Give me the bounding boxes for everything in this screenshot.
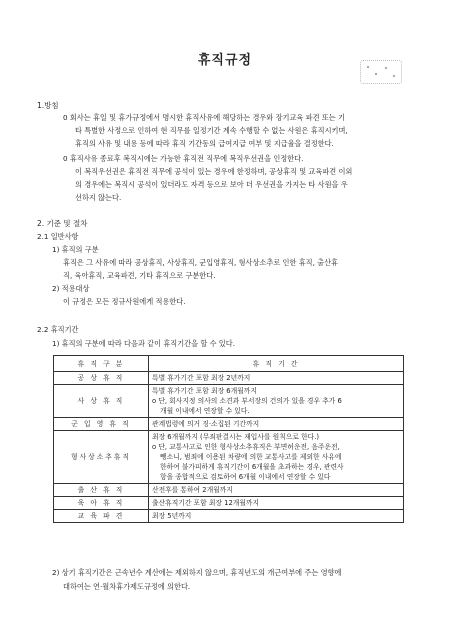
item-text: 이 규정은 모든 정규사원에게 적용한다.: [63, 297, 186, 306]
footer-note: 2) 상기 휴직기간은 근속년수 계산에는 제외하지 않으며, 휴직년도의 개근여부에 주는 영향에: [52, 568, 342, 577]
table-row: [54, 484, 404, 497]
table-row: [54, 497, 404, 510]
table-row: [54, 372, 404, 385]
leave-period-cell: [149, 385, 404, 418]
leave-period-cell: [149, 372, 404, 385]
table-row: [54, 510, 404, 523]
leave-period-cell: [149, 497, 404, 510]
table-row: [54, 431, 404, 484]
period-text: 출산휴직기간 포함 최장 12개월까지: [152, 499, 260, 507]
footer-note: 대하여는 연·월차휴가제도규정에 의한다.: [63, 582, 191, 591]
table-intro: 1) 휴직의 구분에 따라 다음과 같이 휴직기간을 할 수 있다.: [52, 339, 235, 348]
table-row: [54, 385, 404, 418]
leave-period-cell: [149, 484, 404, 497]
section-2-heading: 2. 기준 및 절차: [37, 219, 88, 228]
leave-period-table: [53, 355, 404, 523]
header-leave-type: 휴 직 구 분: [54, 356, 149, 372]
leave-type-cell: 출 산 휴 직: [54, 484, 149, 497]
leave-type-cell: 형사상소추휴직: [54, 431, 149, 484]
period-text: 산전후를 통하여 2개월까지: [152, 486, 233, 494]
header-leave-period: 휴 직 기 간: [149, 356, 404, 372]
item-text: 직, 육아휴직, 교육파견, 기타 휴직으로 구분한다.: [63, 271, 216, 280]
policy-line: 휴직의 사유 및 내용 등에 따라 휴직 기간동의 급여지급 여부 및 지급율을 결정한다.: [75, 139, 334, 148]
table-row: [54, 418, 404, 431]
period-text: 한하여 불가피하게 휴직기간이 6개월을 초과하는 경우, 관련사: [160, 463, 344, 471]
section-1-heading: 1.방침: [37, 101, 59, 110]
leave-period-cell: [149, 431, 404, 484]
table-header-row: [54, 356, 404, 372]
period-text: 최장 6개월까지 (무죄판결시는 재입사를 원칙으로 한다.): [152, 433, 320, 441]
period-text: 뺑소니, 범죄에 이용된 차량에 의한 교통사고를 제외한 사유에: [160, 453, 342, 461]
leave-type-cell: 군 입 영 휴 직: [54, 418, 149, 431]
period-text: o 단, 회사지정 의사의 소견과 부서장의 건의가 있을 경우 추가 6: [152, 397, 342, 405]
leave-type-cell: 공 상 휴 직: [54, 372, 149, 385]
leave-period-cell: [149, 418, 404, 431]
period-text: 관계법령에 의거 징·소집된 기간까지: [152, 420, 260, 428]
leave-type-cell: 사 상 휴 직: [54, 385, 149, 418]
subsection-2-1-heading: 2.1 일반사항: [37, 232, 79, 241]
item-text: 휴직은 그 사유에 따라 공상휴직, 사상휴직, 군입영휴직, 형사상소추로 인한 휴직, 출산휴: [63, 258, 338, 267]
leave-type-cell: 교 육 파 견: [54, 510, 149, 523]
leave-type-cell: 육 아 휴 직: [54, 497, 149, 510]
subsection-2-2-heading: 2.2 휴직기간: [37, 325, 79, 334]
leave-period-cell: [149, 510, 404, 523]
period-text: o 단, 교통사고로 인한 형사상소추휴직은 부면허운전, 음주운전,: [152, 443, 340, 451]
period-text: 개월 이내에서 연장할 수 있다.: [160, 407, 250, 415]
period-text: 최장 5년까지: [152, 512, 192, 520]
period-text: 특별 휴가기간 포함 최장 2년까지: [152, 374, 251, 382]
item-heading: 2) 적용대상: [52, 284, 90, 293]
document-title: 휴직규정: [197, 53, 253, 68]
period-text: 특별 휴가기간 포함 최장 6개월까지: [152, 387, 257, 395]
policy-line: 선하지 않는다.: [75, 193, 122, 202]
policy-line: 0 회사는 휴일 및 휴가규정에서 명시한 휴직사유에 해당하는 경우와 장기교육 파견 또는 기: [63, 113, 345, 122]
policy-line: 0 휴직사유 종료후 복직시에는 가능한 휴직전 직무에 복직우선권을 인정한다.: [63, 154, 304, 163]
approval-stamp: [360, 60, 402, 84]
policy-line: 이 복직우선권은 휴직전 직무에 공석이 있는 경우에 한정하며, 공상휴직 및 교육파견 이외: [75, 167, 353, 176]
policy-line: 타 특별한 사정으로 인하여 현 직무를 일정기간 계속 수행할 수 없는 사원은 휴직시키며,: [75, 126, 348, 135]
policy-line: 의 경우에는 복직시 공석이 있더라도 자격 등으로 보아 더 우선권을 가지는 타 사원을 우: [75, 180, 348, 189]
item-heading: 1) 휴직의 구분: [52, 245, 99, 254]
period-text: 항을 종합적으로 검토하여 6개월 이내에서 연장할 수 있다: [160, 473, 331, 481]
